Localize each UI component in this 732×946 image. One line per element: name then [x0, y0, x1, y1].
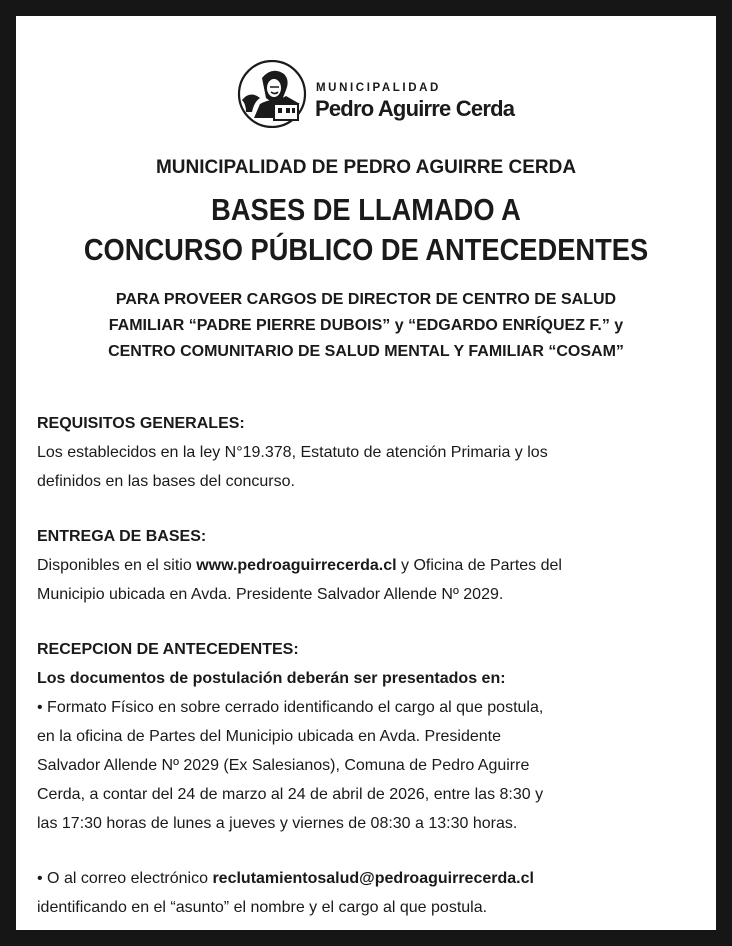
body-text: • O al correo electrónico	[37, 870, 213, 887]
body-line: en la oficina de Partes del Municipio ubicada en Avda. Presidente	[37, 728, 502, 745]
body-line: definidos en las bases del concurso.	[37, 473, 295, 490]
section-heading: RECEPCION DE ANTECEDENTES:	[37, 641, 299, 658]
body-line: las 17:30 horas de lunes a jueves y viernes de 08:30 a 13:30 horas.	[37, 815, 518, 832]
section-heading: REQUISITOS GENERALES:	[37, 415, 245, 432]
municipal-logo	[234, 60, 534, 128]
body-line	[37, 551, 697, 580]
body-line: Cerda, a contar del 24 de marzo al 24 de abril de 2026, entre las 8:30 y	[37, 786, 544, 803]
document-subtitle	[16, 287, 716, 365]
title-line: CONCURSO PÚBLICO DE ANTECEDENTES	[83, 232, 649, 267]
section-subheading: Los documentos de postulación deberán ser presentados en:	[37, 670, 506, 687]
section-requisitos	[37, 409, 697, 496]
body-line: • Formato Físico en sobre cerrado identificando el cargo al que postula,	[37, 699, 544, 716]
logo-main-text: Pedro Aguirre Cerda	[315, 96, 515, 121]
document-title	[58, 190, 674, 270]
email-link[interactable]: reclutamientosalud@pedroaguirrecerda.cl	[212, 870, 534, 887]
body-line: Los establecidos en la ley N°19.378, Estatuto de atención Primaria y los	[37, 444, 548, 461]
body-text: y Oficina de Partes del	[396, 557, 562, 574]
section-recepcion	[37, 635, 697, 838]
body-line	[37, 864, 697, 893]
municipality-heading: MUNICIPALIDAD DE PEDRO AGUIRRE CERDA	[155, 157, 577, 178]
body-line: identificando en el “asunto” el nombre y el cargo al que postula.	[37, 899, 488, 916]
logo-top-text: MUNICIPALIDAD	[316, 82, 441, 94]
section-email	[37, 864, 697, 922]
subtitle-line: PARA PROVEER CARGOS DE DIRECTOR DE CENTRO DE SALUD	[115, 291, 617, 308]
municipal-emblem-icon	[234, 60, 312, 128]
body-text: Disponibles en el sitio	[37, 557, 197, 574]
section-entrega	[37, 522, 697, 609]
body-line: Salvador Allende Nº 2029 (Ex Salesianos), Comuna de Pedro Aguirre	[37, 757, 530, 774]
body-line: Municipio ubicada en Avda. Presidente Salvador Allende Nº 2029.	[37, 586, 504, 603]
section-heading: ENTREGA DE BASES:	[37, 528, 207, 545]
title-line: BASES DE LLAMADO A	[211, 192, 521, 227]
subtitle-line: FAMILIAR “PADRE PIERRE DUBOIS” y “EDGARDO ENRÍQUEZ F.” y	[108, 317, 624, 334]
website-link[interactable]: www.pedroaguirrecerda.cl	[196, 557, 397, 574]
subtitle-line: CENTRO COMUNITARIO DE SALUD MENTAL Y FAMILIAR “COSAM”	[108, 343, 624, 360]
